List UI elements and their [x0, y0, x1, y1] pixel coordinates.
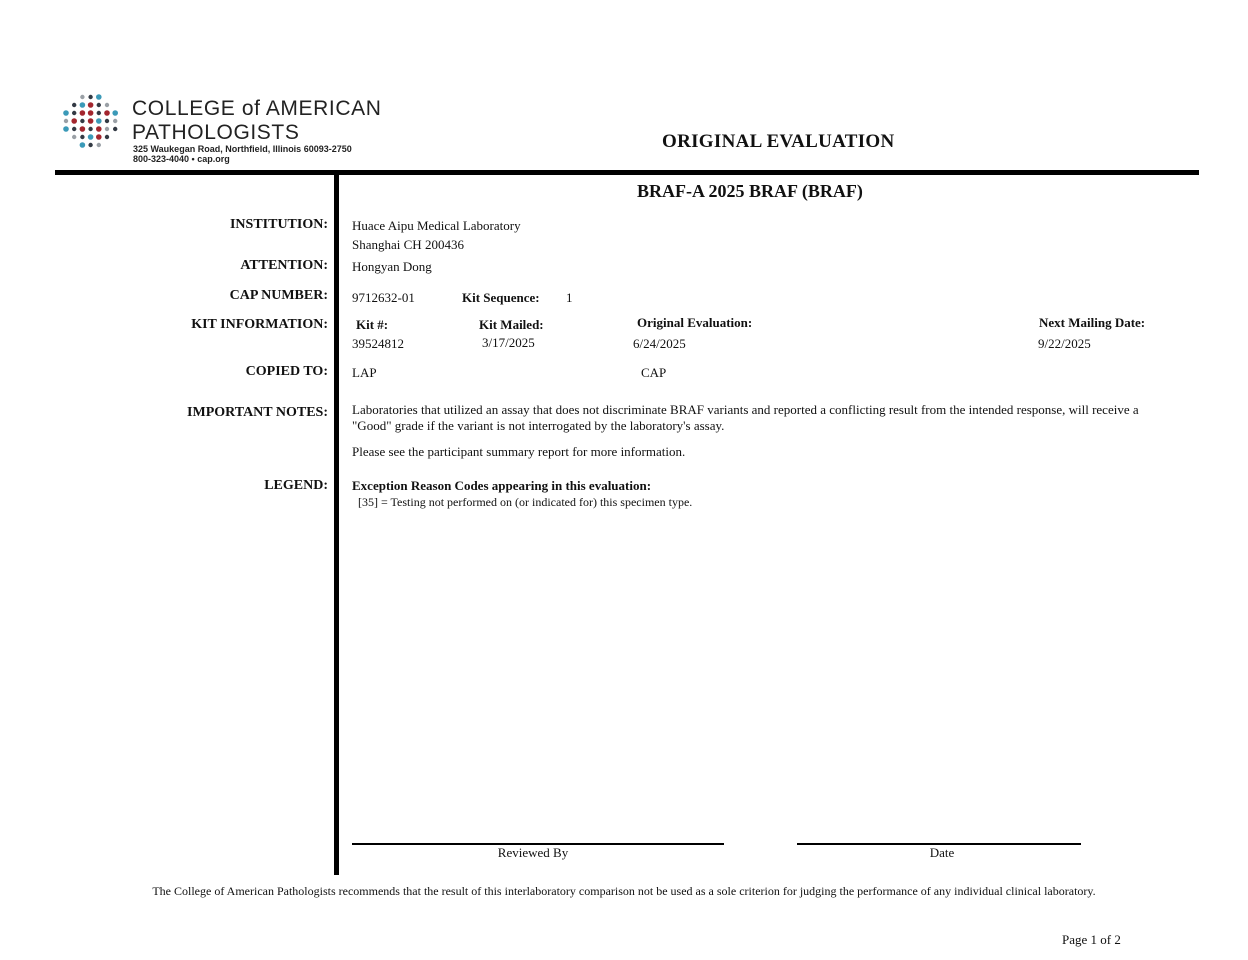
copied-to-second: CAP — [641, 365, 667, 380]
logo-dot — [88, 110, 94, 116]
evaluation-title: ORIGINAL EVALUATION — [662, 131, 895, 152]
kit-mailed-label: Kit Mailed: — [479, 317, 544, 332]
label-important-notes: IMPORTANT NOTES: — [187, 405, 328, 420]
label-copied-to: COPIED TO: — [245, 364, 328, 379]
important-notes — [352, 402, 1152, 460]
org-name-line2: PATHOLOGISTS — [132, 121, 300, 144]
logo-dot — [97, 143, 101, 147]
cap-number-value: 9712632-01 — [352, 290, 415, 305]
logo-dot — [72, 103, 76, 107]
org-address: 325 Waukegan Road, Northfield, Illinois 60093-2750 — [133, 144, 352, 154]
label-legend: LEGEND: — [264, 478, 328, 493]
next-mailing-label: Next Mailing Date: — [1039, 315, 1146, 330]
kit-number-value: 39524812 — [352, 336, 404, 351]
logo-dot — [80, 119, 84, 123]
header-divider — [55, 170, 1199, 175]
logo-dot — [104, 110, 110, 116]
logo-dot — [71, 118, 77, 124]
logo-dot — [105, 119, 109, 123]
logo-dot — [105, 127, 109, 131]
reviewed-by-label: Reviewed By — [497, 845, 569, 860]
logo-dot — [96, 126, 102, 132]
logo-dot — [80, 95, 84, 99]
original-evaluation-value: 6/24/2025 — [633, 336, 686, 351]
logo-dot — [96, 118, 102, 124]
label-attention: ATTENTION: — [240, 258, 328, 273]
logo-dot — [80, 102, 86, 108]
org-contact: 800-323-4040 • cap.org — [133, 154, 230, 164]
logo-dot — [113, 119, 117, 123]
logo-dot — [72, 127, 76, 131]
label-institution: INSTITUTION: — [229, 217, 328, 232]
page-number: Page 1 of 2 — [1062, 932, 1121, 947]
legend-heading: Exception Reason Codes appearing in this evaluation: — [352, 478, 652, 493]
logo-dot — [112, 110, 118, 116]
logo-dot — [88, 102, 94, 108]
logo-dot — [97, 103, 101, 107]
notes-paragraph-1: Laboratories that utilized an assay that does not discriminate BRAF variants and reported a conflicting result from the intended response, will receive a "Good" grade if the variant is not interrogated by the laboratory's assay. — [352, 402, 1139, 433]
notes-paragraph-2: Please see the participant summary report for more information. — [352, 444, 686, 459]
logo-dot — [72, 111, 76, 115]
logo-dot — [88, 118, 94, 124]
next-mailing-value: 9/22/2025 — [1038, 336, 1091, 351]
label-cap-number: CAP NUMBER: — [229, 288, 328, 303]
attention-name: Hongyan Dong — [352, 259, 432, 274]
logo-dot — [64, 119, 68, 123]
institution-name: Huace Aipu Medical Laboratory — [352, 218, 521, 233]
kit-mailed-value: 3/17/2025 — [482, 335, 535, 350]
logo-dot — [88, 127, 92, 131]
kit-sequence-label: Kit Sequence: — [462, 290, 540, 305]
logo-dot — [96, 94, 102, 100]
logo-dot — [88, 134, 94, 140]
logo-dot — [88, 95, 92, 99]
logo-dot — [105, 103, 109, 107]
institution-location: Shanghai CH 200436 — [352, 237, 464, 252]
copied-to-first: LAP — [352, 365, 377, 380]
program-title: BRAF-A 2025 BRAF (BRAF) — [637, 181, 863, 201]
logo-dot — [105, 135, 109, 139]
logo-dot — [80, 126, 86, 132]
legend-code-entry: [35] = Testing not performed on (or indicated for) this specimen type. — [358, 495, 693, 509]
logo-dot — [80, 135, 84, 139]
original-evaluation-label: Original Evaluation: — [637, 315, 753, 330]
logo-dot — [80, 110, 86, 116]
kit-number-label: Kit #: — [356, 317, 389, 332]
logo-dot — [113, 127, 117, 131]
column-divider — [334, 175, 339, 875]
date-label: Date — [929, 845, 955, 860]
footer-disclaimer: The College of American Pathologists recommends that the result of this interlaboratory comparison not be used as a sole criterion for judging the performance of any individual clinical laboratory. — [152, 884, 1096, 898]
logo-dot — [80, 142, 86, 148]
cap-logo-icon — [62, 93, 120, 149]
label-kit-information: KIT INFORMATION: — [191, 317, 328, 332]
logo-dot — [97, 111, 101, 115]
logo-dot — [63, 126, 69, 132]
logo-dot — [63, 110, 69, 116]
logo-dot — [96, 134, 102, 140]
kit-sequence-value: 1 — [566, 290, 573, 305]
logo-dot — [72, 135, 76, 139]
logo-dot — [88, 143, 92, 147]
org-name-line1: COLLEGE of AMERICAN — [132, 97, 382, 120]
